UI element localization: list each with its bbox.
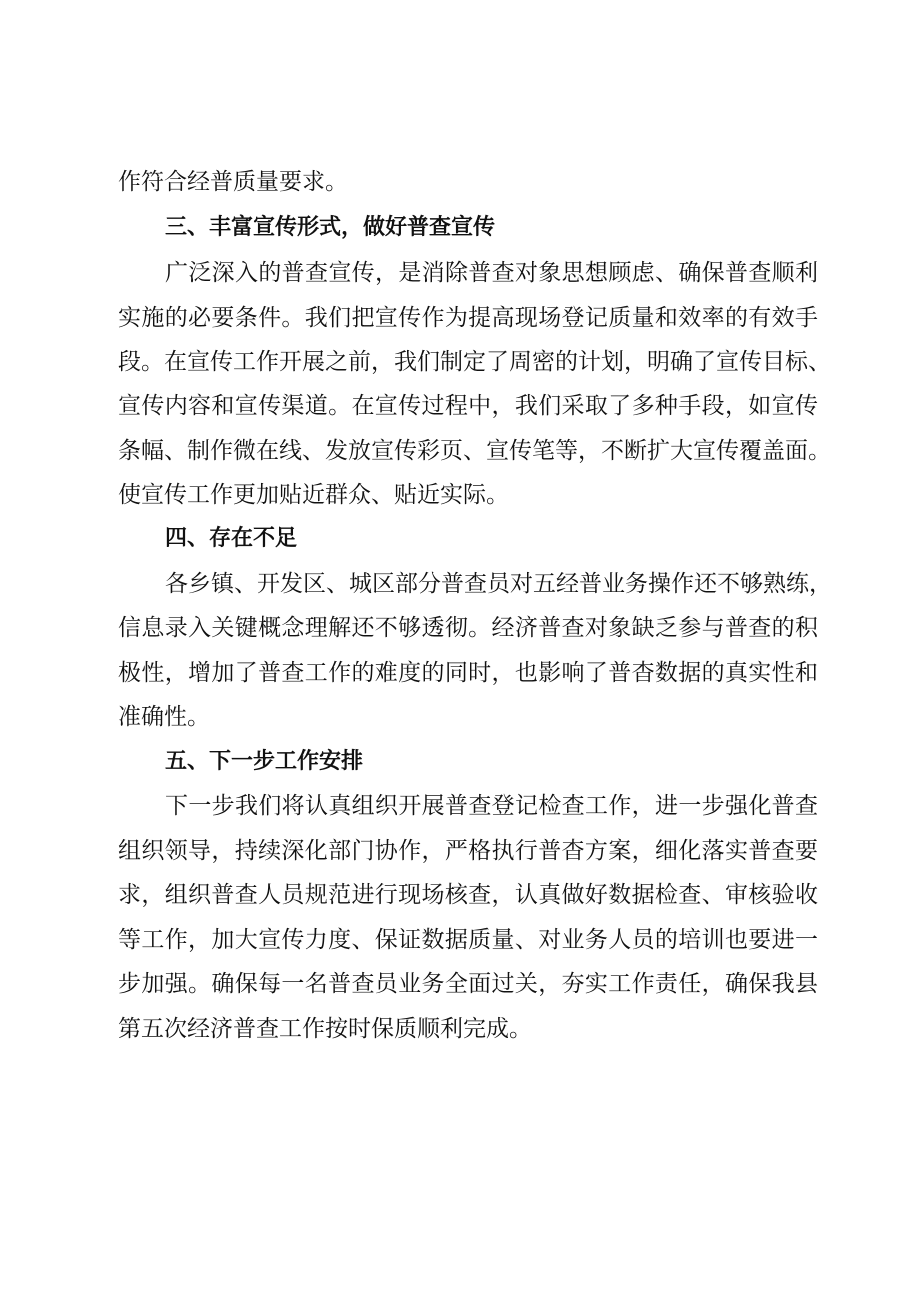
paragraph-5-line: 求，组织普查人员规范进行现场核查，认真做好数据检查、审核验收 — [118, 882, 818, 908]
paragraph-4-line: 各乡镇、开发区、城区部分普查员对五经普业务操作还不够熟练， — [165, 571, 832, 597]
section-heading-3: 三、丰富宣传形式，做好普查宣传 — [165, 215, 496, 240]
paragraph-3-line: 段。在宣传工作开展之前，我们制定了周密的计划，明确了宣传目标、 — [118, 349, 831, 375]
paragraph-3-line: 条幅、制作微在线、发放宣传彩页、宣传笔等，不断扩大宣传覆盖面。 — [118, 438, 831, 464]
paragraph-3-line: 实施的必要条件。我们把宣传作为提高现场登记质量和效率的有效手 — [118, 305, 818, 331]
section-heading-4: 四、存在不足 — [165, 526, 298, 551]
paragraph-3-line: 广泛深入的普查宣传，是消除普查对象思想顾虑、确保普查顺利 — [165, 260, 818, 286]
paragraph-5-line: 下一步我们将认真组织开展普查登记检查工作，进一步强化普查 — [165, 793, 818, 819]
continued-paragraph-line: 作符合经普质量要求。 — [118, 169, 348, 195]
paragraph-4-line: 准确性。 — [118, 704, 210, 730]
paragraph-5-line: 步加强。确保每一名普查员业务全面过关，夯实工作责任，确保我县 — [118, 971, 818, 997]
paragraph-4-line: 信息录入关键概念理解还不够透彻。经济普查对象缺乏参与普查的积 — [118, 615, 818, 641]
paragraph-3-line: 宣传内容和宣传渠道。在宣传过程中，我们采取了多种手段，如宣传 — [118, 393, 818, 419]
paragraph-5-line: 等工作，加大宣传力度、保证数据质量、对业务人员的培训也要进一 — [118, 927, 818, 953]
paragraph-3-line: 使宣传工作更加贴近群众、贴近实际。 — [118, 482, 509, 508]
section-heading-5: 五、下一步工作安排 — [165, 749, 364, 774]
paragraph-4-line: 极性，增加了普查工作的难度的同时，也影响了普杳数据的真实性和 — [118, 660, 818, 686]
paragraph-5-line: 组织领导，持续深化部门协作，严格执行普杳方案，细化落实普查要 — [118, 838, 818, 864]
paragraph-5-line: 第五次经济普查工作按时保质顺利完成。 — [118, 1016, 532, 1042]
